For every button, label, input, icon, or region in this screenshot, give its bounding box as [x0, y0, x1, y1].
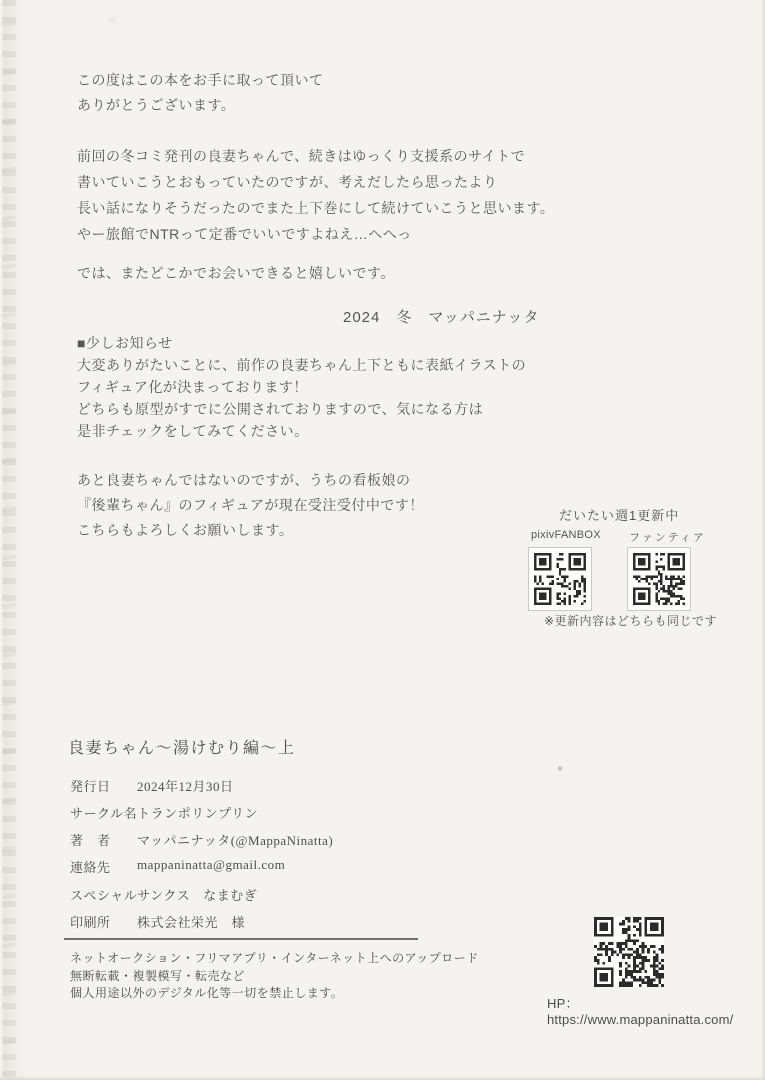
thanks-line: ありがとうございます。	[77, 97, 236, 113]
notice-line: 是非チェックをしてみてください。	[77, 423, 309, 439]
notice-heading: ■少しお知らせ	[77, 335, 173, 351]
book-title: 良妻ちゃん～湯けむり編～上	[68, 740, 296, 757]
body-line: 書いていこうとおもっていたのですが、考えだしたら思ったより	[77, 174, 498, 190]
figure-line: あと良妻ちゃんではないのですが、うちの看板娘の	[77, 472, 411, 488]
row-label: 発行日	[70, 779, 111, 794]
figure-line: こちらもよろしくお願いします。	[77, 522, 294, 538]
row-value: 2024年12月30日	[137, 779, 234, 794]
scan-speck	[108, 16, 117, 23]
thanks-line: この度はこの本をお手に取って頂いて	[77, 72, 324, 88]
row-value: 株式会社栄光 様	[137, 915, 246, 930]
row-value: なまむぎ	[203, 888, 258, 903]
closing-line: では、またどこかでお会いできると嬉しいです。	[77, 265, 395, 281]
row-value: マッパニナッタ(@MappaNinatta)	[137, 833, 334, 848]
notice-line: 大変ありがたいことに、前作の良妻ちゃん上下ともに表紙イラストの	[77, 357, 527, 373]
notice-line: どちらも原型がすでに公開されておりますので、気になる方は	[77, 401, 484, 417]
body-line: 長い話になりそうだったのでまた上下巻にして続けていこうと思います。	[77, 200, 555, 216]
scan-bottom-edge	[0, 1076, 765, 1080]
row-label: スペシャルサンクス	[70, 888, 191, 903]
signature-line	[343, 306, 539, 327]
body-line: 前回の冬コミ発刊の良妻ちゃんで、続きはゆっくり支援系のサイトで	[77, 148, 526, 164]
notice-paragraph	[77, 332, 526, 442]
colophon-row-special-thanks	[70, 885, 257, 904]
colophon-row-publish-date	[70, 776, 234, 795]
fanbox-label: pixivFANBOX	[531, 529, 601, 541]
scan-left-edge-noise	[2, 0, 16, 1080]
colophon-row-contact	[70, 857, 285, 876]
row-label: 印刷所	[70, 915, 111, 930]
figure-paragraph	[77, 468, 424, 543]
homepage-url: HP：https://www.mappaninatta.com/	[547, 996, 734, 1027]
prohibition-line: 個人用途以外のデジタル化等一切を禁止します。	[70, 986, 344, 1000]
same-content-note: ※更新内容はどちらも同じです	[544, 614, 718, 628]
fantia-qr-code-icon	[633, 553, 685, 605]
thanks-paragraph	[77, 68, 324, 118]
prohibition-paragraph	[70, 950, 479, 1003]
update-frequency-note: だいたい週1更新中	[559, 508, 680, 523]
fanbox-qr-frame	[528, 547, 592, 611]
fantia-label: ファンティア	[629, 532, 706, 544]
row-label: 連絡先	[70, 860, 111, 875]
body-line: やー旅館でNTRって定番でいいですよねえ…へへっ	[77, 226, 412, 242]
signature-text: 2024 冬 マッパニナッタ	[343, 309, 540, 326]
colophon-row-author	[70, 830, 333, 849]
closing-paragraph	[77, 261, 395, 286]
prohibition-line: ネットオークション・フリマアプリ・インターネット上へのアップロード	[70, 951, 479, 965]
row-label: サークル名	[70, 806, 138, 821]
body-paragraph	[77, 143, 554, 247]
row-value: トランポリンプリン	[137, 806, 259, 821]
homepage-qr-code-icon	[594, 917, 664, 987]
fantia-qr-frame	[627, 547, 691, 611]
row-label: 著 者	[70, 833, 111, 848]
fanbox-qr-code-icon	[534, 553, 586, 605]
colophon-row-circle-name	[70, 803, 258, 822]
colophon-row-printer	[70, 912, 245, 931]
notice-line: フィギュア化が決まっております！	[77, 379, 308, 395]
scan-speck	[558, 766, 562, 771]
row-value: mappaninatta@gmail.com	[137, 857, 286, 872]
divider-line	[64, 938, 418, 940]
figure-line: 『後輩ちゃん』のフィギュアが現在受注受付中です！	[77, 497, 424, 513]
prohibition-line: 無断転載・複製模写・転売など	[70, 968, 246, 983]
scan-right-edge	[761, 0, 765, 1080]
